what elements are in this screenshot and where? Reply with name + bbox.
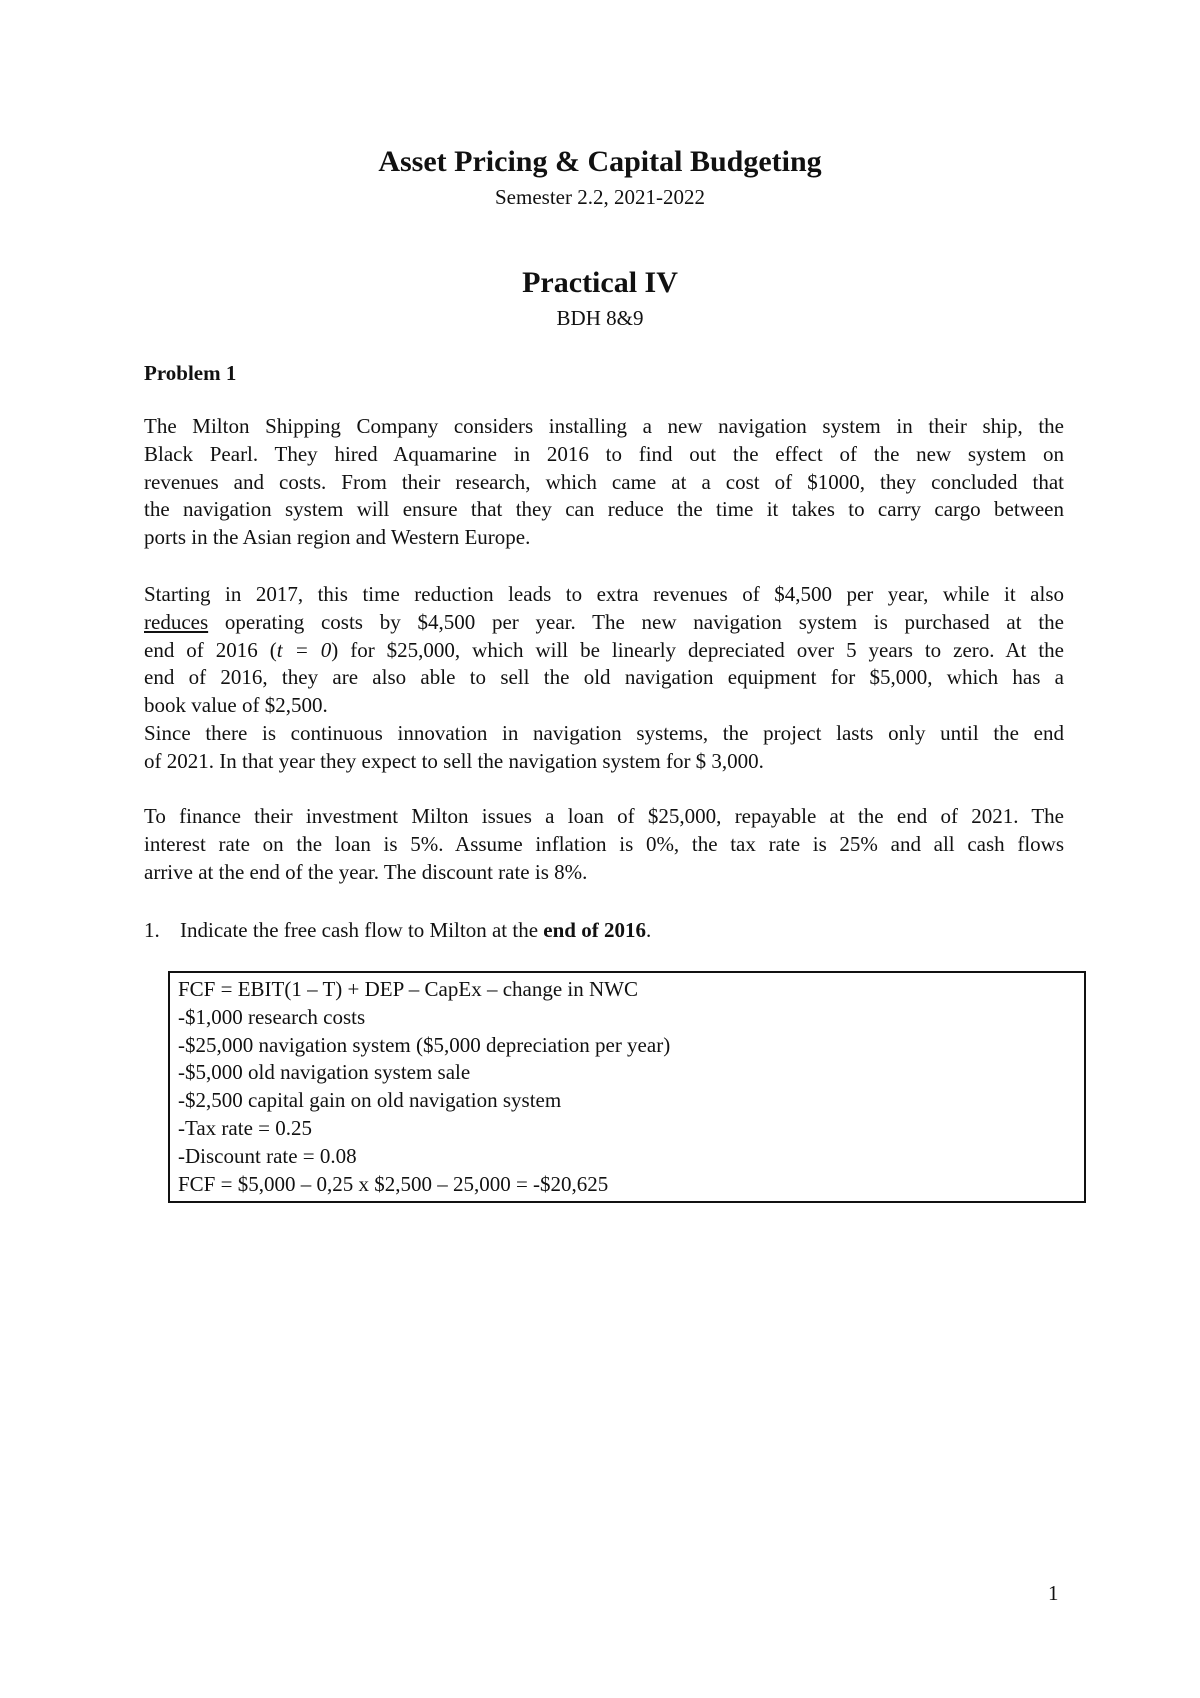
problem-heading: Problem 1 — [144, 361, 237, 385]
paragraph-line: Since there is continuous innovation in navigation systems, the project lasts only until the end — [144, 720, 1064, 745]
paragraph-line: Black Pearl. They hired Aquamarine in 2016 to find out the effect of the new system on — [144, 441, 1064, 466]
paragraph-line: interest rate on the loan is 5%. Assume inflation is 0%, the tax rate is 25% and all cash flows — [144, 831, 1064, 856]
paragraph-line: book value of $2,500. — [144, 693, 328, 718]
paragraph-financing — [144, 803, 1064, 886]
paragraph-line — [144, 637, 1064, 665]
paragraph-line — [144, 609, 1064, 637]
semester-label: Semester 2.2, 2021-2022 — [495, 185, 705, 209]
italic-equation: t = 0 — [276, 637, 332, 662]
answer-line: -Discount rate = 0.08 — [178, 1143, 357, 1168]
answer-line: -$1,000 research costs — [178, 1004, 366, 1029]
paragraph-line: the navigation system will ensure that they can reduce the time it takes to carry cargo between — [144, 497, 1064, 522]
answer-line: -$2,500 capital gain on old navigation system — [178, 1088, 562, 1113]
question-1 — [144, 917, 651, 944]
answer-box — [168, 971, 1086, 1203]
practical-title: Practical IV — [522, 266, 678, 299]
course-code: BDH 8&9 — [556, 306, 644, 330]
paragraph-line: end of 2016, they are also able to sell the old navigation equipment for $5,000, which has a — [144, 665, 1064, 690]
answer-line: FCF = $5,000 – 0,25 x $2,500 – 25,000 = -$20,625 — [178, 1171, 609, 1196]
paragraph-intro — [144, 413, 1064, 552]
line-text: end of 2016 ( — [144, 637, 277, 662]
answer-line: FCF = EBIT(1 – T) + DEP – CapEx – change in NWC — [178, 977, 638, 1001]
paragraph-line: ports in the Asian region and Western Europe. — [144, 525, 531, 550]
document-title: Asset Pricing & Capital Budgeting — [378, 145, 822, 178]
paragraph-details — [144, 581, 1064, 776]
question-text: Indicate the free cash flow to Milton at the — [180, 918, 544, 942]
paragraph-line: revenues and costs. From their research, which came at a cost of $1000, they concluded that — [144, 469, 1064, 494]
question-bold-text: end of 2016 — [543, 918, 646, 942]
answer-line: -$25,000 navigation system ($5,000 depreciation per year) — [178, 1032, 671, 1057]
answer-line: -$5,000 old navigation system sale — [178, 1060, 471, 1085]
paragraph-line: Starting in 2017, this time reduction leads to extra revenues of $4,500 per year, while it also — [144, 582, 1064, 606]
paragraph-line: The Milton Shipping Company considers installing a new navigation system in their ship, the — [144, 414, 1064, 438]
line-text: operating costs by $4,500 per year. The new navigation system is purchased at the — [208, 609, 1064, 634]
question-number: 1. — [144, 918, 160, 942]
question-text-end: . — [645, 918, 652, 942]
paragraph-line: To finance their investment Milton issues a loan of $25,000, repayable at the end of 2021. The — [144, 804, 1064, 828]
paragraph-line: of 2021. In that year they expect to sell the navigation system for $ 3,000. — [144, 748, 764, 773]
answer-line: -Tax rate = 0.25 — [178, 1115, 312, 1140]
line-text: ) for $25,000, which will be linearly depreciated over 5 years to zero. At the — [331, 637, 1065, 662]
paragraph-line: arrive at the end of the year. The discount rate is 8%. — [144, 859, 588, 884]
underlined-word: reduces — [144, 609, 209, 634]
page-number: 1 — [1048, 1581, 1059, 1605]
